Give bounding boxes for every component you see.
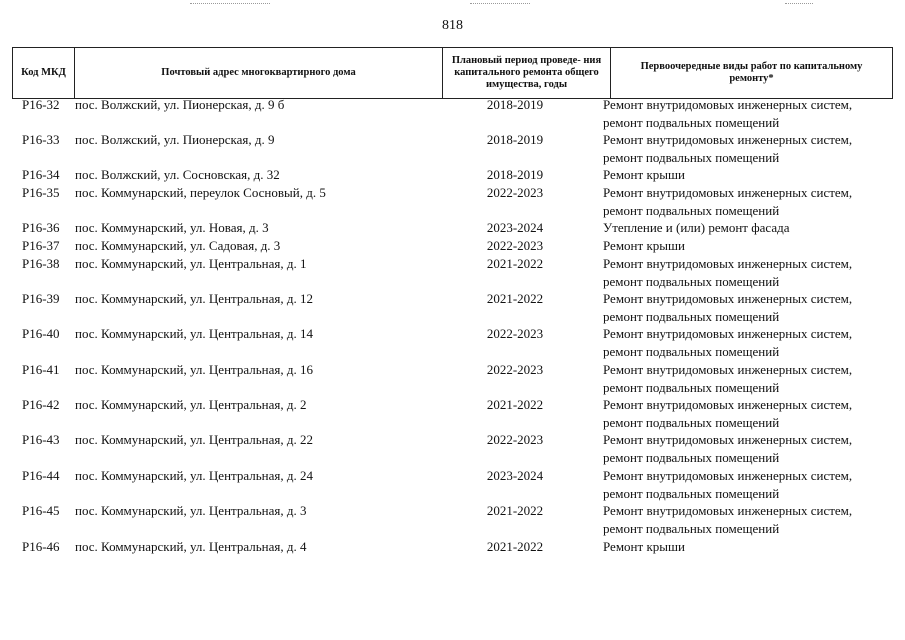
row-works-line: ремонт подвальных помещений — [603, 274, 780, 289]
row-period: 2018-2019 — [486, 132, 544, 147]
row-address: пос. Коммунарский, ул. Центральная, д. 24 — [75, 468, 313, 483]
row-period: 2023-2024 — [486, 220, 544, 235]
row-period: 2018-2019 — [486, 97, 544, 112]
row-code: Р16-37 — [22, 238, 60, 253]
row-period: 2022-2023 — [486, 185, 544, 200]
row-period: 2021-2022 — [486, 291, 544, 306]
row-works — [603, 237, 893, 255]
row-works — [603, 290, 893, 326]
row-period: 2022-2023 — [486, 238, 544, 253]
row-address: пос. Коммунарский, ул. Центральная, д. 22 — [75, 432, 313, 447]
row-works-line: Утепление и (или) ремонт фасада — [603, 220, 790, 235]
row-code: Р16-45 — [22, 503, 60, 518]
row-address: пос. Коммунарский, ул. Центральная, д. 12 — [75, 291, 313, 306]
row-period: 2022-2023 — [486, 362, 544, 377]
row-code: Р16-46 — [22, 539, 60, 554]
row-works-line: ремонт подвальных помещений — [603, 380, 780, 395]
row-works-line: ремонт подвальных помещений — [603, 450, 780, 465]
row-address: пос. Коммунарский, ул. Центральная, д. 4 — [75, 539, 307, 554]
row-works-line: Ремонт внутридомовых инженерных систем, — [603, 362, 853, 377]
row-works-line: ремонт подвальных помещений — [603, 150, 780, 165]
row-code: Р16-44 — [22, 468, 60, 483]
row-works-line: ремонт подвальных помещений — [603, 309, 780, 324]
row-period: 2022-2023 — [486, 326, 544, 341]
row-code: Р16-35 — [22, 185, 60, 200]
row-period: 2022-2023 — [486, 432, 544, 447]
row-works-line: Ремонт внутридомовых инженерных систем, — [603, 503, 853, 518]
row-works — [603, 166, 893, 184]
row-works — [603, 96, 893, 132]
row-code: Р16-38 — [22, 256, 60, 271]
row-works — [603, 131, 893, 167]
row-period: 2023-2024 — [486, 468, 544, 483]
row-works-line: ремонт подвальных помещений — [603, 115, 780, 130]
row-works-line: ремонт подвальных помещений — [603, 203, 780, 218]
row-works — [603, 396, 893, 432]
row-works-line: Ремонт внутридомовых инженерных систем, — [603, 432, 853, 447]
row-works — [603, 361, 893, 397]
row-address: пос. Волжский, ул. Сосновская, д. 32 — [75, 167, 280, 182]
row-address: пос. Волжский, ул. Пионерская, д. 9 б — [75, 97, 285, 112]
row-works-line: Ремонт внутридомовых инженерных систем, — [603, 326, 853, 341]
row-works-line: ремонт подвальных помещений — [603, 486, 780, 501]
header-works: Первоочередные виды работ по капитальному ремонту* — [610, 48, 893, 98]
row-works — [603, 255, 893, 291]
row-address: пос. Коммунарский, переулок Сосновый, д. 5 — [75, 185, 326, 200]
row-works-line: Ремонт внутридомовых инженерных систем, — [603, 256, 853, 271]
row-works — [603, 502, 893, 538]
row-works-line: Ремонт внутридомовых инженерных систем, — [603, 97, 853, 112]
row-address: пос. Коммунарский, ул. Центральная, д. 16 — [75, 362, 313, 377]
row-works-line: ремонт подвальных помещений — [603, 521, 780, 536]
row-works-line: Ремонт крыши — [603, 539, 685, 554]
row-address: пос. Коммунарский, ул. Центральная, д. 14 — [75, 326, 313, 341]
row-code: Р16-43 — [22, 432, 60, 447]
row-works — [603, 431, 893, 467]
row-address: пос. Коммунарский, ул. Центральная, д. 2 — [75, 397, 307, 412]
row-address: пос. Коммунарский, ул. Центральная, д. 1 — [75, 256, 307, 271]
row-code: Р16-40 — [22, 326, 60, 341]
row-code: Р16-32 — [22, 97, 60, 112]
row-code: Р16-34 — [22, 167, 60, 182]
row-works-line: ремонт подвальных помещений — [603, 344, 780, 359]
row-works-line: Ремонт внутридомовых инженерных систем, — [603, 185, 853, 200]
row-works-line: ремонт подвальных помещений — [603, 415, 780, 430]
row-works-line: Ремонт внутридомовых инженерных систем, — [603, 291, 853, 306]
row-code: Р16-33 — [22, 132, 60, 147]
row-code: Р16-42 — [22, 397, 60, 412]
row-code: Р16-36 — [22, 220, 60, 235]
row-works-line: Ремонт внутридомовых инженерных систем, — [603, 132, 853, 147]
row-works — [603, 184, 893, 220]
row-works — [603, 467, 893, 503]
row-address: пос. Волжский, ул. Пионерская, д. 9 — [75, 132, 275, 147]
page-number: 818 — [442, 18, 463, 33]
row-works-line: Ремонт крыши — [603, 167, 685, 182]
row-address: пос. Коммунарский, ул. Садовая, д. 3 — [75, 238, 281, 253]
row-period: 2021-2022 — [486, 503, 544, 518]
header-address: Почтовый адрес многоквартирного дома — [74, 48, 442, 98]
row-works-line: Ремонт внутридомовых инженерных систем, — [603, 468, 853, 483]
row-works-line: Ремонт внутридомовых инженерных систем, — [603, 397, 853, 412]
row-works — [603, 325, 893, 361]
row-address: пос. Коммунарский, ул. Новая, д. 3 — [75, 220, 269, 235]
row-works — [603, 538, 893, 556]
row-code: Р16-41 — [22, 362, 60, 377]
row-code: Р16-39 — [22, 291, 60, 306]
row-period: 2021-2022 — [486, 539, 544, 554]
row-period: 2021-2022 — [486, 256, 544, 271]
row-address: пос. Коммунарский, ул. Центральная, д. 3 — [75, 503, 307, 518]
row-period: 2018-2019 — [486, 167, 544, 182]
header-period: Плановый период проведе- ния капитального ремонта общего имущества, годы — [442, 48, 610, 98]
header-code: Код МКД — [12, 48, 74, 98]
row-works — [603, 219, 893, 237]
row-period: 2021-2022 — [486, 397, 544, 412]
row-works-line: Ремонт крыши — [603, 238, 685, 253]
